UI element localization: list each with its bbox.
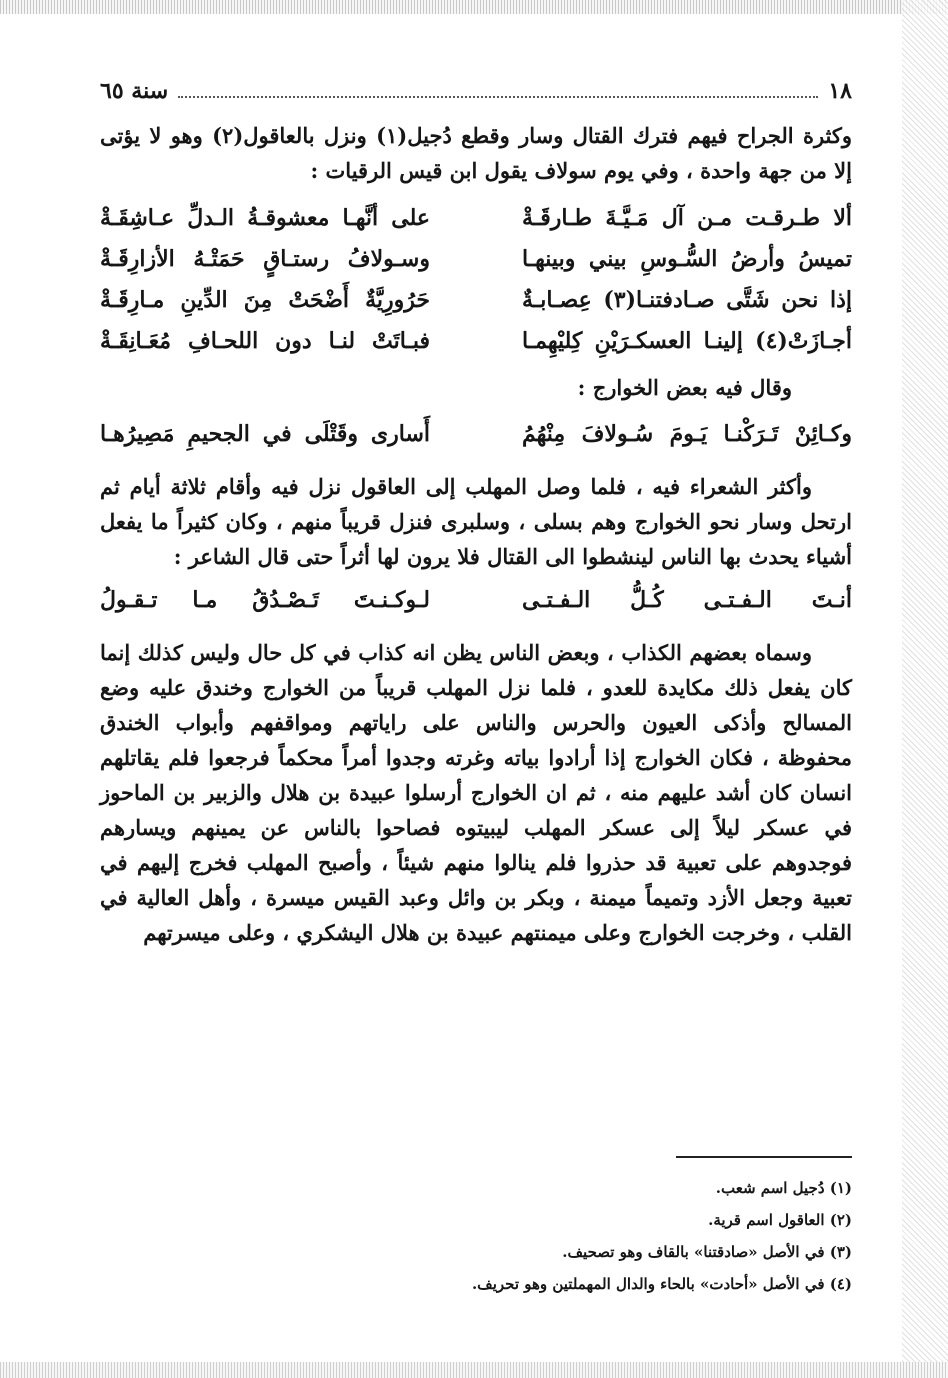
- header-dotted-leader: [178, 96, 818, 98]
- verse-second-hemistich: فبـاتَتْ لنـا دون اللحـافِ مُعَـانِقَـةْ: [100, 328, 430, 354]
- footnote-4: (٤) في الأصل «أحادت» بالحاء والدال المهملتين وهو تحريف.: [471, 1275, 852, 1293]
- book-page: [100, 78, 852, 950]
- verse-first-hemistich: ألا طـرقـت مـن آل مَـيَّـةَ طـارقَـةْ: [522, 205, 852, 231]
- footnote-separator: [676, 1156, 852, 1158]
- footnotes: [152, 1172, 852, 1300]
- poem-poet: [100, 580, 852, 621]
- paragraph-2: وأكثر الشعراء فيه ، فلما وصل المهلب إلى العاقول نزل فيه وأقام ثلاثة أيام ثم ارتحل وسار نحو الخوارج وهم بسلى ، وسلبرى فنزل قريباً منهم ، وكان كثيراً ما يفعل أشياء يحدث بها الناس لينشطوا الى القتال فلا يرون لها أثراً حتى قال الشاعر :: [100, 474, 852, 569]
- page-bottom-edge: [0, 1362, 948, 1378]
- verse-line: [100, 239, 852, 280]
- verse-second-hemistich: حَرُورِيَّةٌ أَضْحَتْ مِنَ الدِّينِ مـارِقَـةْ: [100, 287, 430, 313]
- verse-second-hemistich: لـوكـنـتَ تَـصْـدُقُ مـا تـقـولُ: [100, 587, 430, 613]
- footnote-3: (٣) في الأصل «صادقتنا» بالقاف وهو تصحيف.: [562, 1243, 852, 1261]
- page-number: ١٨: [828, 78, 852, 104]
- verse-line: [100, 198, 852, 239]
- page-top-edge: [0, 0, 948, 14]
- poem-ibn-qays: [100, 198, 852, 362]
- footnote-2: (٢) العاقول اسم قرية.: [708, 1211, 852, 1229]
- verse-first-hemistich: تميسُ وأرضُ السُّـوسِ بيني وبينهـا: [522, 246, 852, 272]
- verse-first-hemistich: إذا نحن شَتَّى صـادفتنـا(٣) عِصـابـةٌ: [522, 287, 852, 313]
- paragraph-1: وكثرة الجراح فيهم فترك القتال وسار وقطع دُجيل(١) ونزل بالعاقول(٢) وهو لا يؤتى إلا من جهة واحدة ، وفي يوم سولاف يقول ابن قيس الرقيات :: [100, 123, 853, 183]
- running-title: سنة ٦٥: [100, 78, 169, 104]
- verse-line: [100, 280, 852, 321]
- poem-khawarij: [100, 414, 852, 455]
- page-right-edge: [902, 0, 948, 1378]
- verse-first-hemistich: أنـتَ الـفـتـى كُـلُّ الـفـتـى: [522, 587, 852, 613]
- verse-line: [100, 580, 852, 621]
- poem-intro-line: وقال فيه بعض الخوارج :: [577, 375, 792, 400]
- verse-line: [100, 414, 852, 455]
- verse-first-hemistich: أجـازَتْ(٤) إلينـا العسكـرَيْنِ كِليْهِمـا: [522, 328, 852, 354]
- page-header: [100, 78, 852, 118]
- verse-second-hemistich: أَسارى وقَتْلَى في الجحيمِ مَصِيرُهـا: [100, 421, 430, 447]
- verse-line: [100, 321, 852, 362]
- paragraph-3: وسماه بعضهم الكذاب ، وبعض الناس يظن انه كذاب في كل حال وليس كذلك إنما كان يفعل ذلك مكايدة للعدو ، فلما نزل المهلب قريباً من الخوارج وخندق عليه وضع المسالح وأذكى العيون والحرس والناس على راياتهم ومواقفهم وأبواب الخندق محفوظة ، فكان الخوارج إذا أرادوا بياته وغرته وجدوا أمراً محكماً فرجعوا فلم يقاتلهم انسان كان أشد عليهم منه ، ثم ان الخوارج أرسلوا عبيدة بن هلال والزبير بن الماحوز في عسكر ليلاً إلى عسكر المهلب ليبيتوه فصاحوا بالناس عن يمينهم ويسارهم فوجدوهم على تعبية قد حذروا فلم ينالوا منهم شيئاً ، وأصبح المهلب فخرج إليهم في تعبية وجعل الأزد وتميماً ميمنة ، وبكر بن وائل وعبد القيس ميسرة ، وأهل العالية في القلب ، وخرجت الخوارج وعلى ميمنتهم عبيدة بن هلال اليشكري ، وعلى ميسرتهم: [100, 640, 852, 945]
- verse-second-hemistich: على أنَّهـا معشوقـةُ الـدلِّ عـاشِقَـةْ: [100, 205, 430, 231]
- verse-second-hemistich: وسـولافُ رستـاقٍ حَمَتْـهُ الأزارِقَـةْ: [100, 246, 430, 272]
- verse-first-hemistich: وكـائِنْ تَـرَكْنـا يَـومَ سُـولافَ مِنْهُمُ: [522, 421, 852, 447]
- footnote-1: (١) دُجيل اسم شعب.: [715, 1179, 852, 1197]
